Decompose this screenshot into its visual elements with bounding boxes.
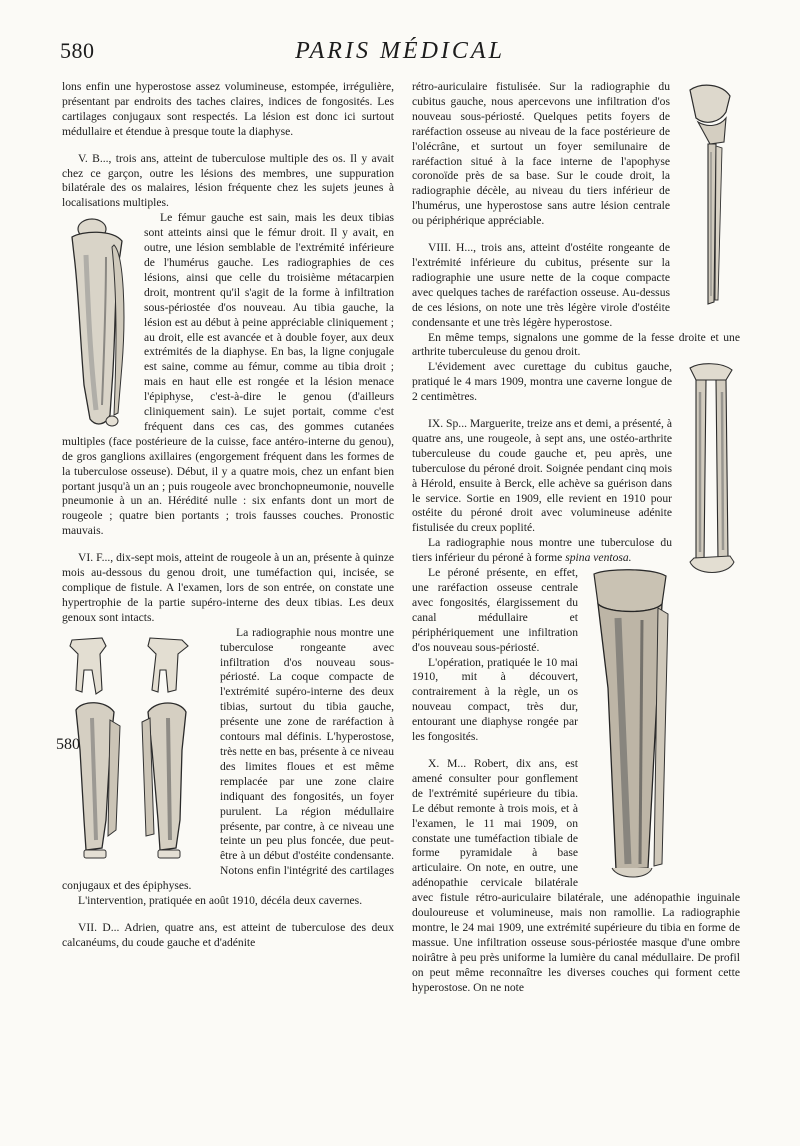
paragraph: En même temps, signalons une gomme de la fesse droite et une arthrite tuberculeuse du genou droit.	[412, 330, 740, 359]
paragraph: L'intervention, pratiquée en août 1910, décéla deux cavernes.	[78, 894, 363, 908]
page-header	[60, 38, 740, 72]
figure-elbow-radiograph	[680, 82, 740, 314]
paragraph-case-ix: IX. Sp... Marguerite, treize ans et demi, a présenté, à quatre ans, une rougeole, à sept ans, une ostéo-arthrite tuberculeuse du coude gauche et, peu après, une tuberculose du péroné droit. Soignée pendant cinq mois à Hérold, ensuite à Berck, elle achève sa guérison dans le service. Sortie en 1909, elle revient en 1910 pour ostéite du péroné droit avec volumineuse adénite fistulisée du creux poplité.	[412, 417, 672, 535]
page-number: 580	[60, 38, 95, 63]
paragraph: L'évidement avec curettage du cubitus gauche, pratiqué le 4 mars 1909, montra une caverne longue de 2 centimètres.	[412, 360, 672, 404]
spina-ventosa-term: spina ventosa.	[565, 551, 632, 565]
figure-number: 580	[56, 736, 80, 753]
journal-title: PARIS MÉDICAL	[295, 38, 505, 64]
figure-tibias-radiograph	[62, 630, 210, 870]
paragraph-case-v: Le fémur gauche est sain, mais les deux tibias sont atteints ainsi que le fémur droit. Il y avait, en outre, une lésion semblable de l'extrémité inférieure de l'humérus gauche. Les radiographies de ces lésions, ainsi que celle du troisième métacarpien droit, montrent qu'il s'agit de la forme à infiltration sous-périostée d'os nouveau. Au tibia gauche, la lésion est au début à peine appréciable cliniquement ; au droit, elle est avancée et à double foyer, aux deux extrémités de la diaphyse. En bas, la ligne conjugale est saine, comme au fémur, comme au tibia droit ; mais en haut elle est rongée et la lésion menace l'épiphyse, c'est-à-dire le genou (d'ailleurs cliniquement sain). Le sujet portait, comme c'est fréquent dans ces cas, des gommes cutanées multiples (face postérieure de la cuisse, face antéro-interne du genou), de gros ganglions axillaires (engorgement fréquent dans les formes de la tuberculose osseuse). Début, il y a quatre mois, chez un enfant bien portant jusqu'à un an ; puis rougeole avec bronchopneumonie, nouvelle pneumonie à un an. Hérédité nulle : six enfants dont un mort de rougeole ; quatre bien portants ; trois fausses couches. Pronostic mauvais.	[62, 211, 394, 538]
paragraph-case-vi-intro: VI. F..., dix-sept mois, atteint de rougeole à un an, présente à quinze mois au-dessous du genou droit, une tuméfaction qui, incisée, se complique de fistule. A l'examen, lors de son entrée, on constate une hypertrophie de la partie supéro-interne des deux tibias. Les deux genoux sont intacts.	[62, 551, 394, 624]
paragraph: L'opération, pratiquée le 10 mai 1910, mit à découvert, contrairement à la règle, un os nouveau compact, très dur, entourant une diaphyse rongée par les fongosités.	[412, 655, 578, 744]
figure-forearm-radiograph	[682, 362, 740, 582]
paragraph: Le péroné présente, en effet, une raréfaction osseuse centrale avec fongosités, élargissement du canal médullaire et périphériquement une infiltration d'os nouveau sous-périosté.	[412, 566, 578, 654]
paragraph-case-vi: La radiographie nous montre une tuberculose rongeante avec infiltration d'os nouveau sous-périosté. La coque compacte de l'extrémité supéro-interne des deux tibias, surtout du tibia gauche, présente une zone de raréfaction à contours mal définis. L'hyperostose, très nette en bas, présente à ce niveau des limites floues et est même remplacée par une zone claire indiquant des fongosités, un foyer purulent. La région médullaire présente, par contre, à ce niveau une teinte un peu plus foncée, due peut-être à un début d'ostéite condensante. Notons enfin l'intégrité des cartilages conjugaux et des épiphyses.	[62, 625, 394, 893]
paragraph: lons enfin une hyperostose assez volumineuse, estompée, irrégulière, présentant par endroits des taches claires, indices de fongosités. Les cartilages conjugaux sont respectés. La lésion est donc ici surtout médullaire et étendue à presque toute la diaphyse.	[62, 80, 394, 138]
figure-femur-radiograph	[62, 215, 134, 430]
paragraph-text: La radiographie nous montre une tuberculose du tiers inférieur du péroné à forme	[412, 536, 672, 565]
paragraph-case-x: X. M... Robert, dix ans, est amené consulter pour gonflement de l'extrémité supérieure du tibia. Le début remonte à trois mois, et à l'examen, le 11 mai 1909, on constate une tuméfaction tibiale de forme pyramidale à base articulaire. On note, en outre, une adénopathie cervicale bilatérale avec fistule rétro-auriculaire bilatérale, une adénopathie inguinale douloureuse et volumineuse, mais non ramollie. La radiographie montre, le 24 mai 1909, une extrémité supérieure du tibia en forme de massue. Une infiltration osseuse sous-périostée masque d'une ombre noirâtre à peu près uniforme la lumière du canal médullaire. De profil on peut même reconnaître les diverses couches qui forment cette hyperostose. On ne note	[412, 756, 740, 994]
figure-tibia-radiograph	[588, 568, 672, 884]
paragraph: rétro-auriculaire fistulisée. Sur la radiographie du cubitus gauche, nous apercevons une infiltration d'os nouveau sous-périosté. Quelques petits foyers de raréfaction osseuse au niveau de la face postérieure de l'olécrâne, et surtout un foyer semilunaire de raréfaction situé à la face interne de l'apophyse coronoïde près de sa base. Sur le coude droit, la radiographie décèle, au niveau du tiers inférieur de l'humérus, une hyperostose sans autre lésion centrale ou périphérique appréciable.	[412, 80, 670, 228]
right-column	[412, 80, 740, 995]
paragraph-case-vii: VII. D... Adrien, quatre ans, est atteint de tuberculose des deux calcanéums, du coude gauche et d'adénite	[62, 920, 394, 949]
left-column	[62, 80, 394, 951]
paragraph-case-viii: VIII. H..., trois ans, atteint d'ostéite rongeante de l'extrémité inférieure du cubitus, présente sur la radiographie une usure nette de la coque compacte avec quelques taches de raréfaction osseuse. Au-dessus de ces lésions, on note une très légère virole d'ostéite condensante et une très légère hyperostose.	[412, 241, 670, 329]
paragraph-case-v-intro: V. B..., trois ans, atteint de tuberculose multiple des os. Il y avait chez ce garçon, outre les lésions des membres, une suppuration bilatérale des os malaires, lésion fréquente chez les sujets jeunes à localisations multiples.	[62, 151, 394, 210]
